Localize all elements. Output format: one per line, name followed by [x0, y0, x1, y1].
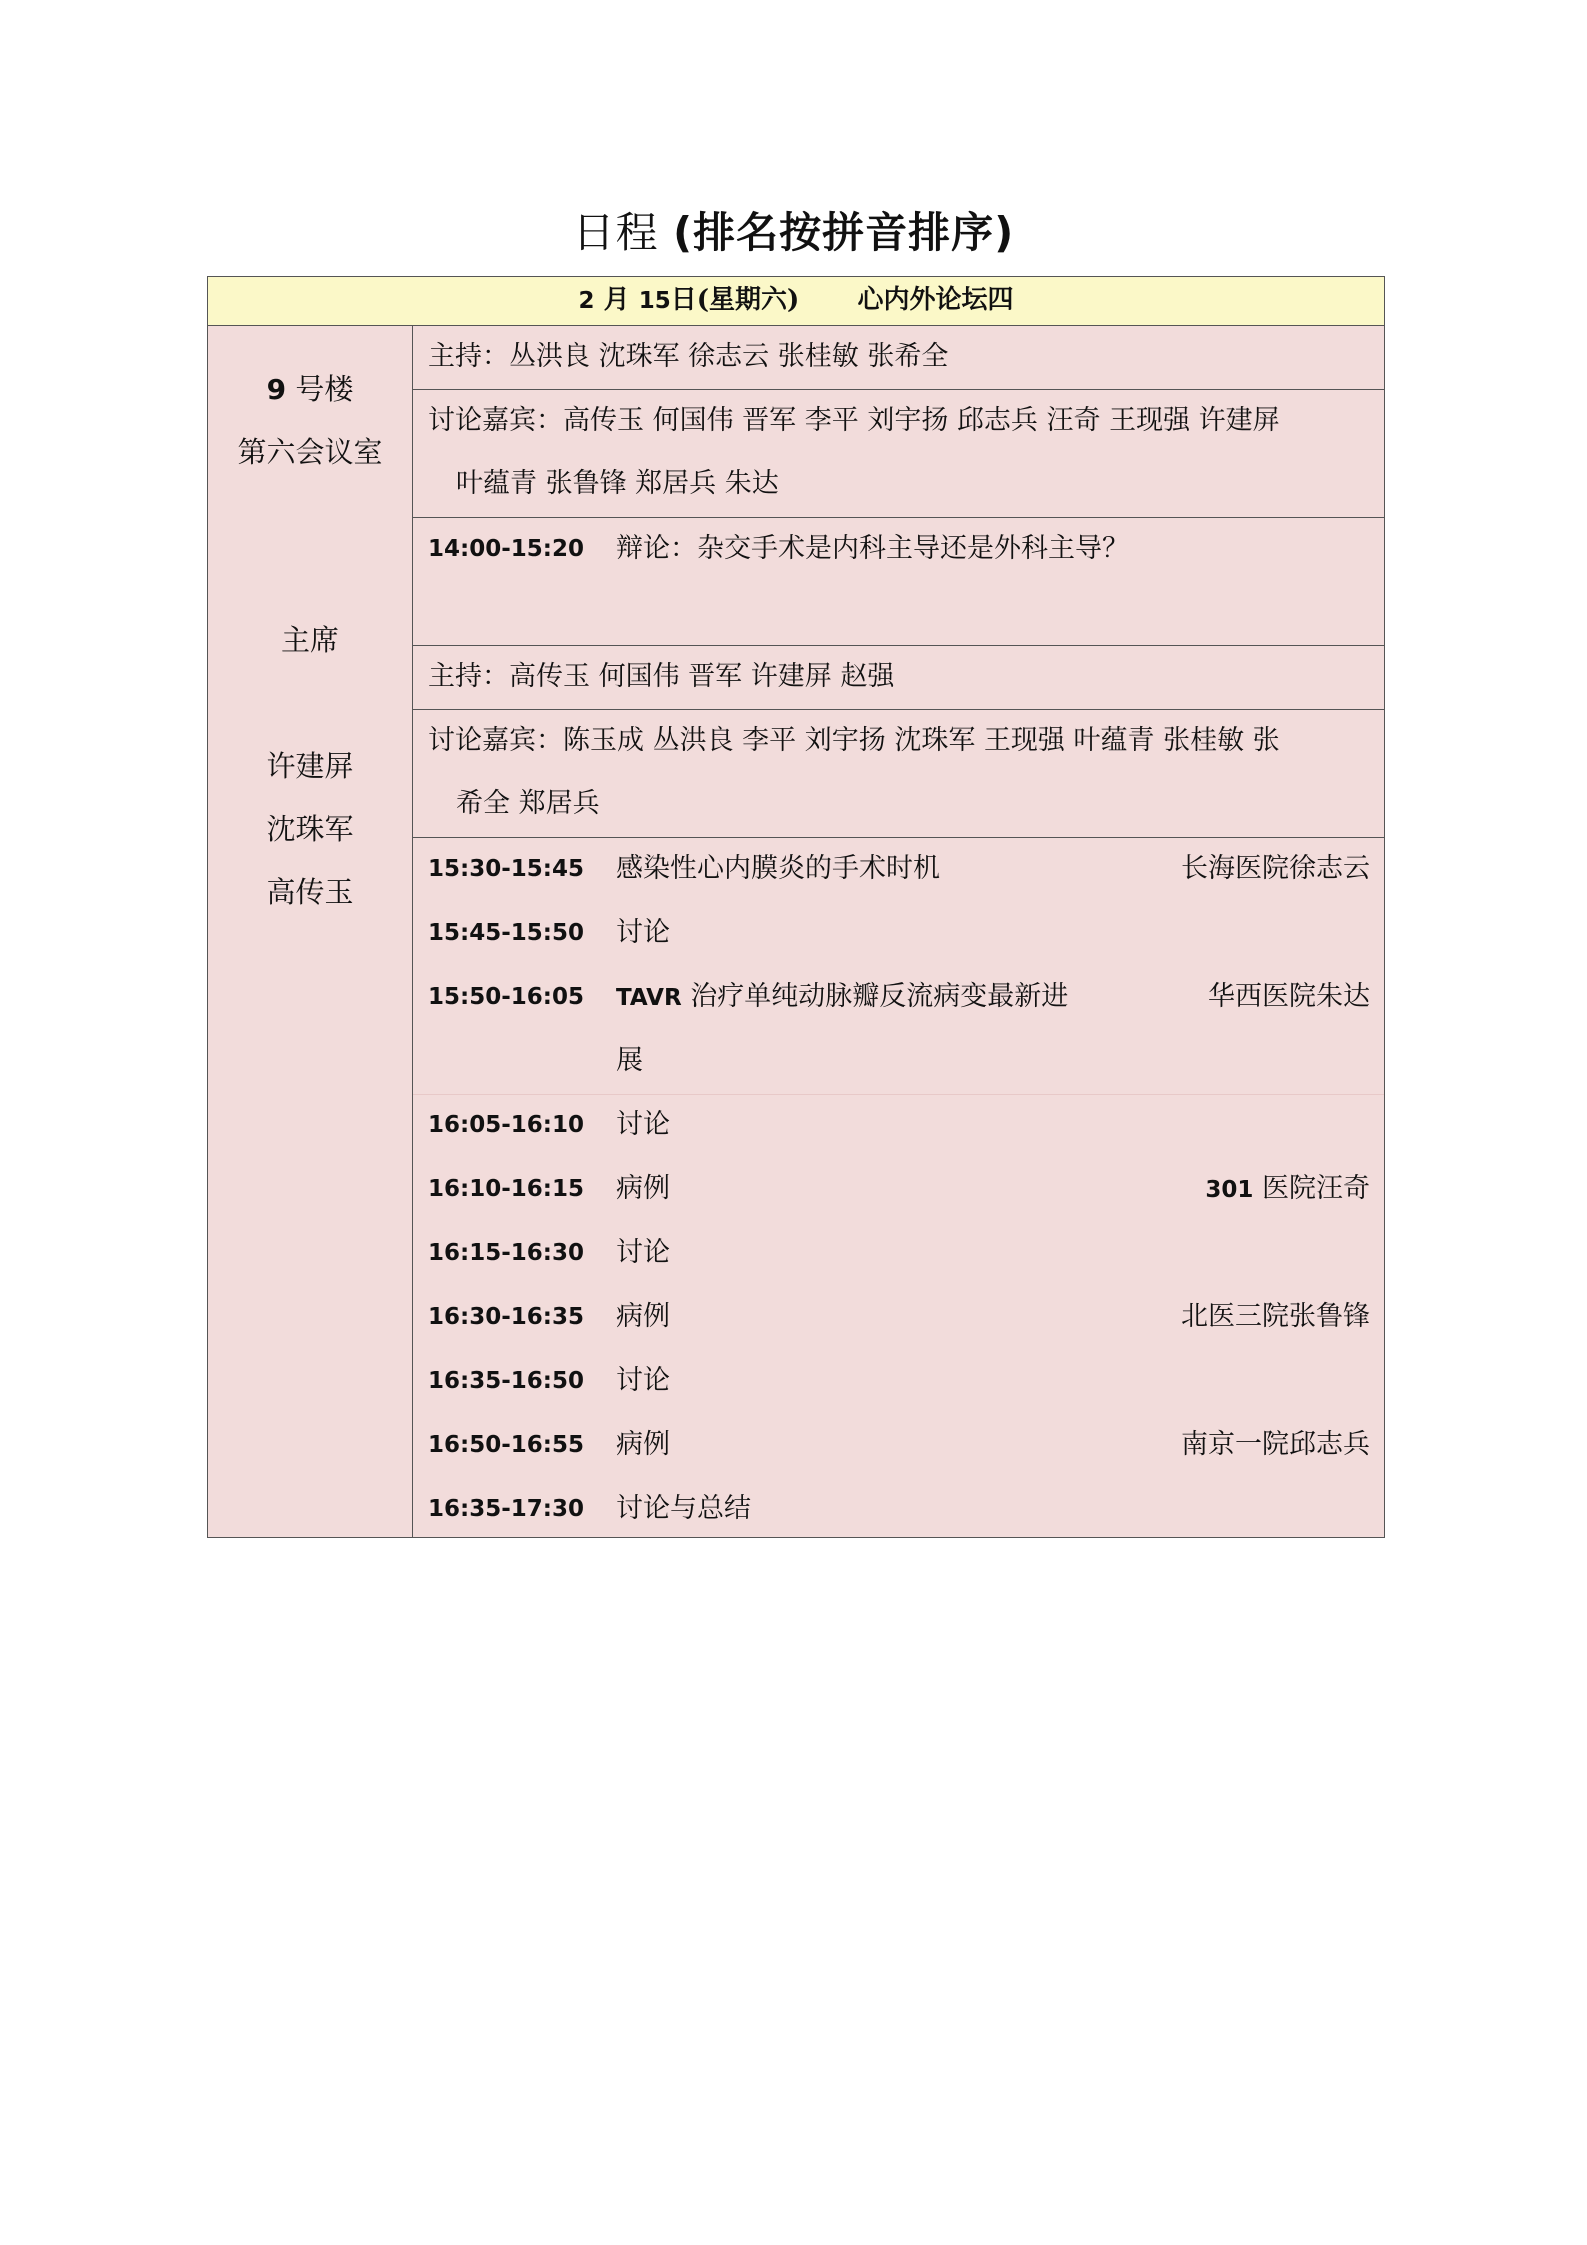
session2-guests-line2: 希全 郑居兵: [456, 788, 600, 819]
agenda-topic: 病例: [616, 1429, 670, 1460]
agenda-row: [428, 913, 1370, 953]
debate-topic: 辩论：杂交手术是内科主导还是外科主导？: [616, 533, 1129, 564]
agenda-topic: 病例: [616, 1301, 670, 1332]
agenda-time: 15:30-15:45: [428, 856, 584, 882]
agenda-time: 16:15-16:30: [428, 1240, 584, 1266]
header-month: 月: [603, 285, 630, 315]
session2-guests-line1: 讨论嘉宾：陈玉成 丛洪良 李平 刘宇扬 沈珠军 王现强 叶蕴青 张桂敏 张: [428, 725, 1280, 756]
agenda-speaker-text: 医院汪奇: [1262, 1173, 1370, 1204]
venue-building: [208, 367, 412, 408]
header-day: 日(星期六): [670, 285, 800, 315]
session2-agenda: [413, 838, 1384, 1537]
chair-name: 沈珠军: [266, 812, 354, 846]
chair-label: 主席: [280, 623, 339, 657]
agenda-time: 16:10-16:15: [428, 1176, 584, 1202]
venue-building-label: 号楼: [295, 372, 354, 406]
chair-name: 许建屏: [266, 749, 354, 783]
agenda-row: [428, 1297, 1370, 1337]
agenda-row: [428, 1169, 1370, 1209]
agenda-time: 16:05-16:10: [428, 1112, 584, 1138]
session1-hosts: 主持：丛洪良 沈珠军 徐志云 张桂敏 张希全: [428, 341, 949, 372]
venue-column: [208, 326, 413, 1537]
agenda-topic: 讨论: [616, 1109, 670, 1140]
session1-guests-line2: 叶蕴青 张鲁锋 郑居兵 朱达: [456, 468, 779, 499]
header-forum: 心内外论坛四: [857, 285, 1014, 315]
agenda-time: 16:35-16:50: [428, 1368, 584, 1394]
agenda-time: 15:45-15:50: [428, 920, 584, 946]
agenda-topic: 讨论: [616, 917, 670, 948]
agenda-topic: 病例: [616, 1173, 670, 1204]
header-day-num: 15: [638, 288, 671, 314]
session1-debate-cell: [413, 518, 1384, 646]
title-sub: (排名按拼音排序): [672, 208, 1015, 257]
agenda-divider: [413, 1094, 1384, 1095]
agenda-topic: 讨论: [616, 1237, 670, 1268]
agenda-topic: [616, 977, 1068, 1018]
agenda-row-continued: [428, 1041, 1370, 1081]
session1-hosts-cell: [413, 326, 1384, 390]
venue-building-num: 9: [266, 373, 287, 406]
agenda-time: 16:30-16:35: [428, 1304, 584, 1330]
agenda-row: [428, 1425, 1370, 1465]
agenda-speaker: 北医三院张鲁锋: [1181, 1301, 1370, 1332]
agenda-topic: 感染性心内膜炎的手术时机: [616, 853, 940, 884]
agenda-row: [428, 1361, 1370, 1401]
agenda-time: 16:50-16:55: [428, 1432, 584, 1458]
session1-guests-line1: 讨论嘉宾：高传玉 何国伟 晋军 李平 刘宇扬 邱志兵 汪奇 王现强 许建屏: [428, 405, 1280, 436]
agenda-speaker-num: 301: [1205, 1177, 1254, 1203]
debate-time: 14:00-15:20: [428, 536, 584, 562]
agenda-topic-cont: 展: [616, 1045, 643, 1076]
session2-hosts: 主持：高传玉 何国伟 晋军 许建屏 赵强: [428, 661, 895, 692]
agenda-row: [428, 977, 1370, 1017]
session1-guests-cell: [413, 390, 1384, 518]
agenda-time: 15:50-16:05: [428, 984, 584, 1010]
session2-guests-cell: [413, 710, 1384, 838]
agenda-speaker: 华西医院朱达: [1208, 981, 1370, 1012]
agenda-topic: 讨论: [616, 1365, 670, 1396]
agenda-topic-prefix: TAVR: [616, 985, 682, 1011]
agenda-topic-text: 治疗单纯动脉瓣反流病变最新进: [690, 981, 1069, 1012]
agenda-row: [428, 1105, 1370, 1145]
schedule-table: [207, 276, 1385, 1538]
agenda-speaker: 长海医院徐志云: [1181, 853, 1370, 884]
table-header: [208, 277, 1384, 326]
agenda-row: [428, 849, 1370, 889]
agenda-speaker: [1205, 1169, 1370, 1210]
agenda-row: [428, 1489, 1370, 1529]
page-title: [0, 200, 1587, 260]
agenda-topic: 讨论与总结: [616, 1493, 751, 1524]
title-main: 日程: [572, 208, 659, 257]
debate-row: [428, 529, 1370, 569]
session2-hosts-cell: [413, 646, 1384, 710]
agenda-time: 16:35-17:30: [428, 1496, 584, 1522]
program-column: [413, 326, 1384, 1537]
header-month-num: 2: [578, 288, 595, 314]
chair-name: 高传玉: [266, 875, 354, 909]
venue-room: 第六会议室: [237, 435, 383, 469]
agenda-row: [428, 1233, 1370, 1273]
agenda-speaker: 南京一院邱志兵: [1181, 1429, 1370, 1460]
